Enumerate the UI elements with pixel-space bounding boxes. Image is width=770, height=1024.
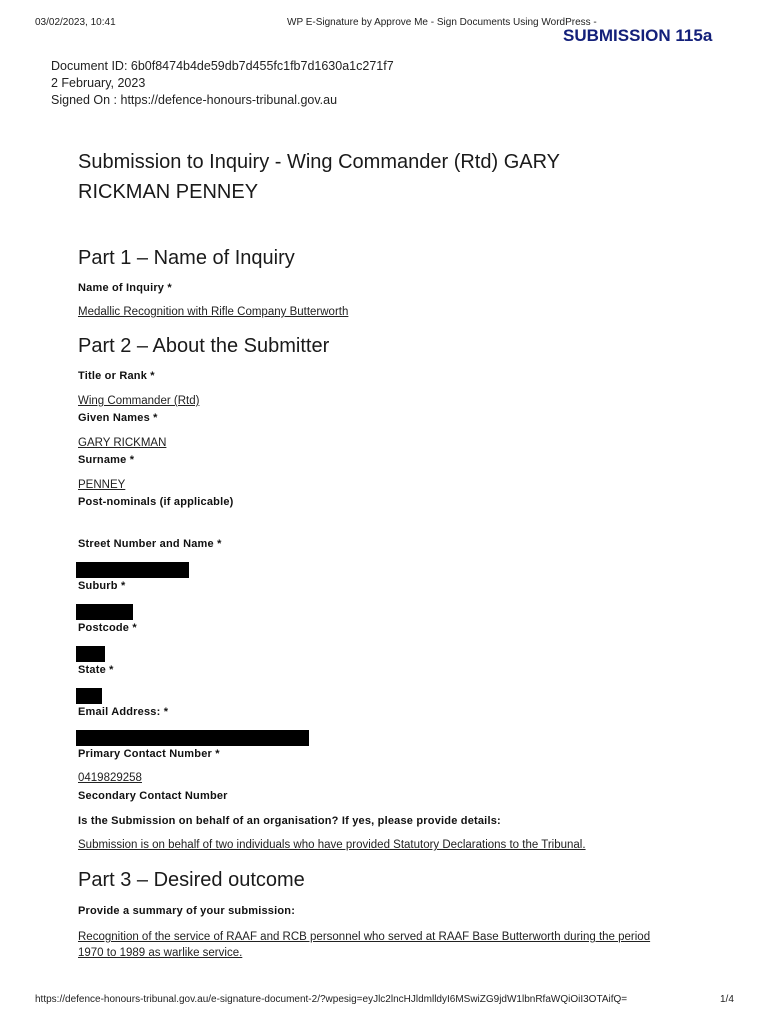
document-id: Document ID: 6b0f8474b4de59db7d455fc1fb7d1630a1c271f7 bbox=[51, 59, 394, 73]
street-label: Street Number and Name * bbox=[78, 538, 222, 550]
surname-value: PENNEY bbox=[78, 479, 126, 491]
document-title: Submission to Inquiry - Wing Commander (Rtd) GARY RICKMAN PENNEY bbox=[78, 151, 560, 203]
title-rank-value: Wing Commander (Rtd) bbox=[78, 395, 200, 407]
part2-heading: Part 2 – About the Submitter bbox=[78, 335, 330, 357]
given-names-label: Given Names * bbox=[78, 412, 158, 424]
print-page-title: WP E-Signature by Approve Me - Sign Documents Using WordPress - bbox=[287, 17, 597, 28]
organisation-value: Submission is on behalf of two individuals who have provided Statutory Declarations to the Tribunal. bbox=[78, 839, 586, 851]
title-rank-label: Title or Rank * bbox=[78, 370, 155, 382]
postcode-redaction bbox=[76, 646, 105, 662]
email-redaction bbox=[76, 730, 309, 746]
primary-contact-label: Primary Contact Number * bbox=[78, 748, 220, 760]
part1-heading: Part 1 – Name of Inquiry bbox=[78, 247, 295, 269]
summary-value: Recognition of the service of RAAF and RCB personnel who served at RAAF Base Butterworth during the period 1970 to 1989 as warlike service. bbox=[78, 931, 651, 959]
given-names-value: GARY RICKMAN bbox=[78, 437, 167, 449]
page-number: 1/4 bbox=[720, 994, 734, 1005]
part3-heading: Part 3 – Desired outcome bbox=[78, 869, 305, 891]
submission-id-stamp: SUBMISSION 115a bbox=[563, 26, 713, 45]
organisation-label: Is the Submission on behalf of an organisation? If yes, please provide details: bbox=[78, 815, 501, 827]
document-date: 2 February, 2023 bbox=[51, 76, 146, 90]
suburb-label: Suburb * bbox=[78, 580, 126, 592]
suburb-redaction bbox=[76, 604, 133, 620]
primary-contact-value: 0419829258 bbox=[78, 772, 142, 784]
state-label: State * bbox=[78, 664, 114, 676]
postnominals-label: Post-nominals (if applicable) bbox=[78, 496, 234, 508]
print-datetime: 03/02/2023, 10:41 bbox=[35, 17, 116, 28]
summary-label: Provide a summary of your submission: bbox=[78, 905, 296, 917]
inquiry-value: Medallic Recognition with Rifle Company Butterworth bbox=[78, 306, 349, 318]
street-redaction bbox=[76, 562, 189, 578]
email-label: Email Address: * bbox=[78, 706, 169, 718]
secondary-contact-label: Secondary Contact Number bbox=[78, 790, 228, 802]
footer-url: https://defence-honours-tribunal.gov.au/e-signature-document-2/?wpesig=eyJlc2lncHJldmlldyI6MSwiZG9jdW1lbnRfaWQiOiI3OTAifQ= bbox=[35, 994, 628, 1005]
postcode-label: Postcode * bbox=[78, 622, 137, 634]
signed-on: Signed On : https://defence-honours-tribunal.gov.au bbox=[51, 93, 338, 107]
state-redaction bbox=[76, 688, 102, 704]
inquiry-label: Name of Inquiry * bbox=[78, 282, 172, 294]
surname-label: Surname * bbox=[78, 454, 135, 466]
